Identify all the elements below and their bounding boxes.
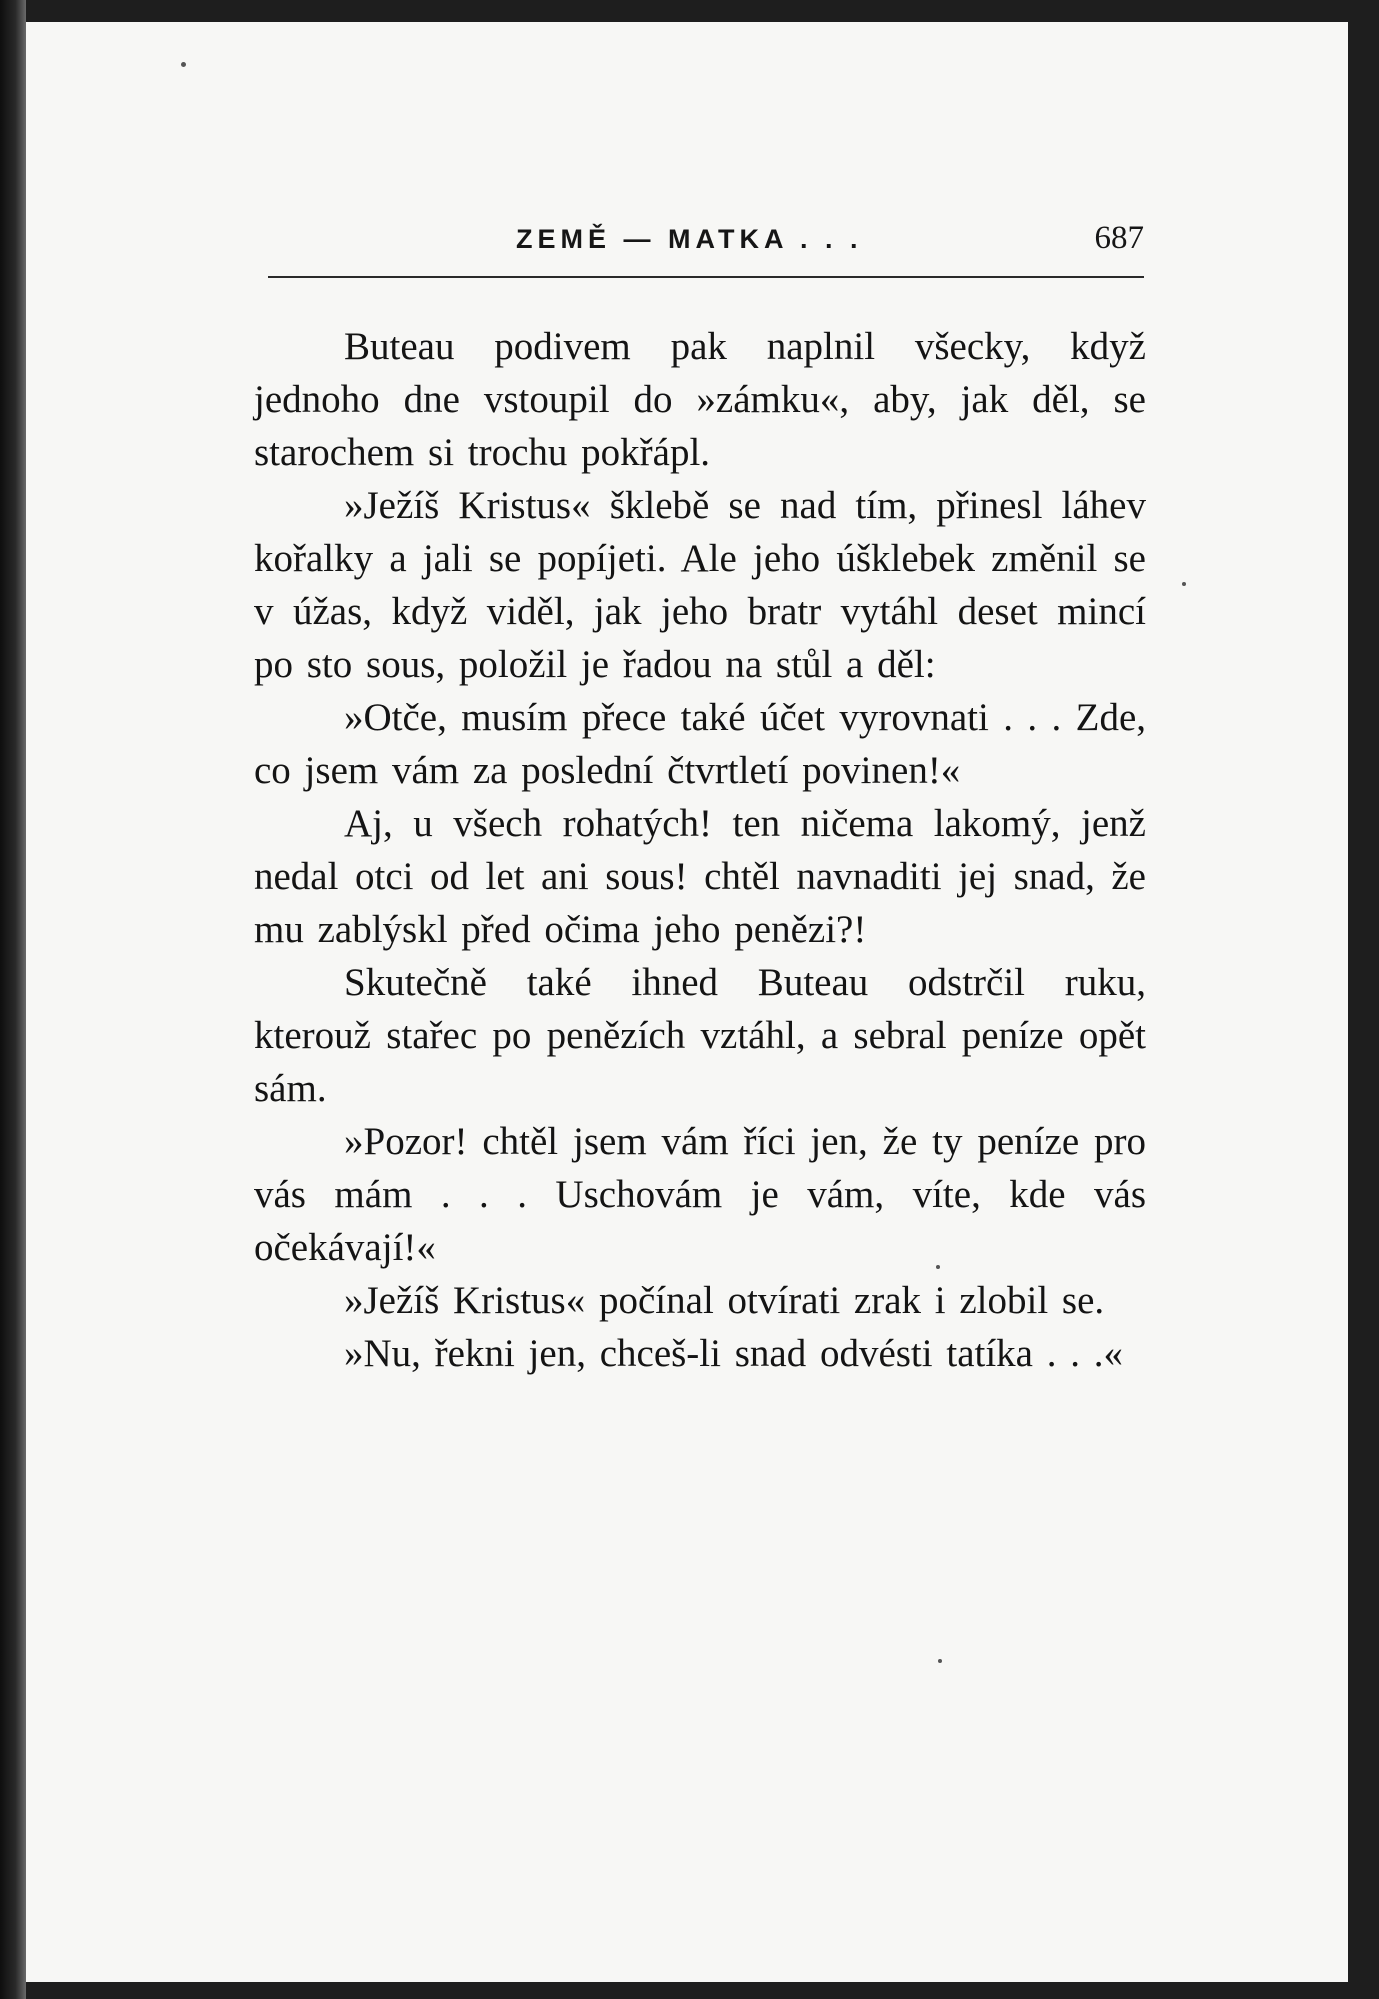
paper-speck xyxy=(1182,582,1186,586)
paragraph: »Nu, řekni jen, chceš-li snad odvésti tatíka . . .« xyxy=(344,1332,1123,1375)
paragraph: »Ježíš Kristus« šklebě se nad tím, přinesl láhev kořalky a jali se popíjeti. Ale jeho úšklebek změnil se v úžas, když viděl, jak jeho bratr vytáhl deset mincí po sto sous, položil je řadou na stůl a děl: xyxy=(254,484,1146,686)
page-header xyxy=(268,216,1144,278)
running-title: ZEMĚ — MATKA . . . xyxy=(516,224,863,254)
paragraph: Buteau podivem pak naplnil všecky, když jednoho dne vstoupil do »zámku«, aby, jak děl, se starochem si trochu pokřápl. xyxy=(254,325,1146,474)
paragraph: »Otče, musím přece také účet vyrovnati . . . Zde, co jsem vám za poslední čtvrtletí povinen!« xyxy=(254,696,1146,792)
paragraph: »Ježíš Kristus« počínal otvírati zrak i zlobil se. xyxy=(344,1279,1105,1322)
paragraph: »Pozor! chtěl jsem vám říci jen, že ty peníze pro vás mám . . . Uschovám je vám, víte, kde vás očekávají!« xyxy=(254,1120,1146,1269)
paper-speck xyxy=(938,1659,942,1663)
paper-speck xyxy=(181,62,186,67)
paragraph: Skutečně také ihned Buteau odstrčil ruku, kterouž stařec po penězích vztáhl, a sebral peníze opět sám. xyxy=(254,961,1146,1110)
paragraph: Aj, u všech rohatých! ten ničema lakomý, jenž nedal otci od let ani sous! chtěl navnaditi jej snad, že mu zablýskl před očima jeho penězi?! xyxy=(254,802,1146,951)
body-text xyxy=(254,320,1146,1380)
page-number: 687 xyxy=(1094,220,1144,256)
book-spine-edge xyxy=(0,0,26,1999)
